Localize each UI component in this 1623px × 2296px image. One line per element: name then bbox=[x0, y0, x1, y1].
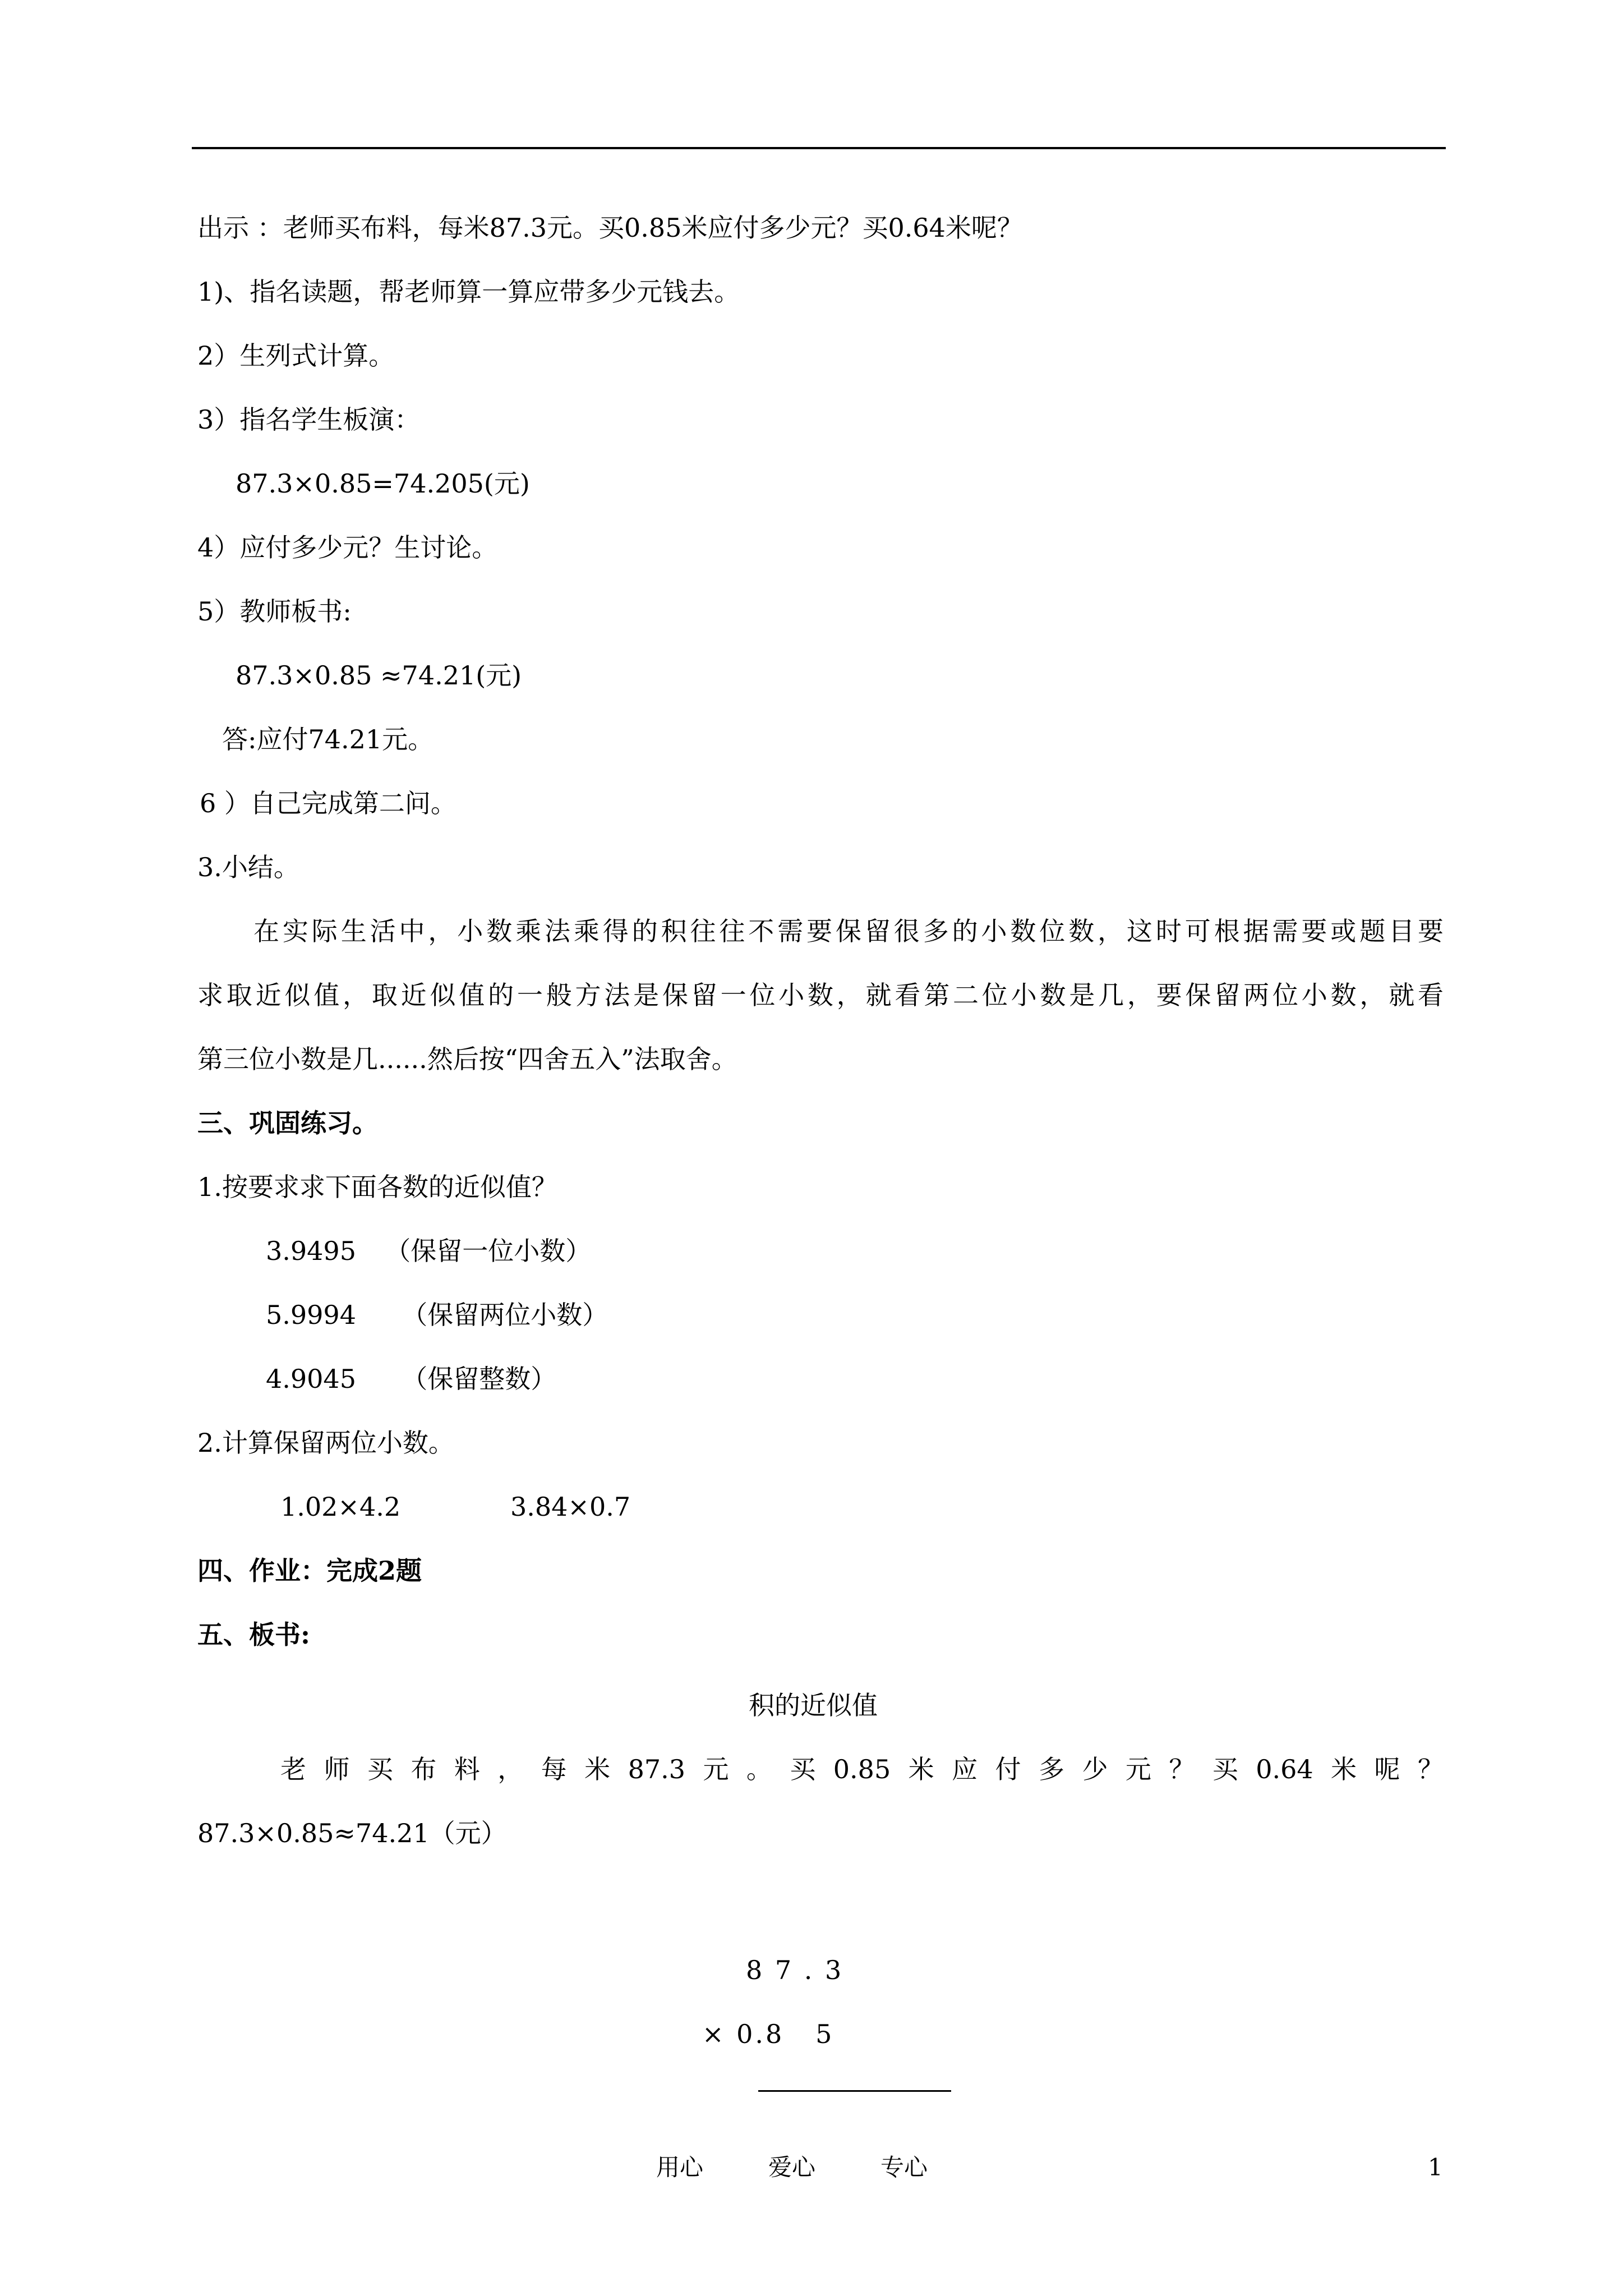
practice-calc-a: 1.02×4.2 bbox=[280, 1492, 401, 1522]
practice-heading: 三、巩固练习。 bbox=[197, 1108, 378, 1138]
page-number: 1 bbox=[1428, 2154, 1443, 2181]
step-6: 6 ）自己完成第二问。 bbox=[200, 788, 457, 818]
vertical-calc-multiplicand: 8 7 . 3 bbox=[746, 1955, 844, 1985]
problem-statement: 出示 ：老师买布料，每米87.3元。买0.85米应付多少元？买0.64米呢？ bbox=[197, 213, 1023, 243]
practice-item-1 bbox=[266, 1234, 591, 1268]
board-title: 积的近似值 bbox=[749, 1690, 878, 1720]
practice-item-number: 3.9495 bbox=[266, 1236, 356, 1266]
footer-word-3: 专心 bbox=[880, 2154, 928, 2181]
footer-word-1: 用心 bbox=[656, 2154, 704, 2181]
practice-question-2: 2.计算保留两位小数。 bbox=[197, 1428, 454, 1458]
practice-item-3 bbox=[266, 1362, 556, 1396]
practice-question-1: 1.按要求求下面各数的近似值？ bbox=[197, 1172, 557, 1202]
header-rule bbox=[192, 147, 1446, 149]
step-3: 3）指名学生板演： bbox=[197, 404, 421, 435]
approx-calculation: 87.3×0.85 ≈74.21(元) bbox=[236, 660, 522, 691]
step-5: 5）教师板书: bbox=[197, 596, 352, 627]
summary-line-1: 在实际生活中，小数乘法乘得的积往往不需要保留很多的小数位数，这时可根据需要或题目要 bbox=[253, 916, 1444, 946]
answer-line: 答:应付74.21元。 bbox=[222, 724, 434, 754]
practice-item-note: （保留一位小数） bbox=[385, 1236, 592, 1266]
summary-heading: 3.小结。 bbox=[197, 852, 299, 882]
practice-item-number: 4.9045 bbox=[266, 1364, 356, 1394]
vertical-calc-multiplier: × 0.8 5 bbox=[702, 2019, 834, 2049]
board-result-line: 87.3×0.85≈74.21（元） bbox=[197, 1818, 507, 1848]
step-2: 2）生列式计算。 bbox=[197, 341, 395, 371]
board-calculation: 87.3×0.85=74.205(元) bbox=[236, 468, 530, 499]
vertical-calc-rule bbox=[758, 2090, 951, 2092]
homework-heading: 四、作业：完成2题 bbox=[197, 1556, 422, 1586]
practice-item-note: （保留两位小数） bbox=[402, 1300, 608, 1330]
practice-item-2 bbox=[266, 1298, 608, 1332]
footer-word-2: 爱心 bbox=[768, 2154, 816, 2181]
summary-line-3: 第三位小数是几......然后按“四舍五入”法取舍。 bbox=[197, 1044, 737, 1074]
board-problem-line: 老师买布料，每米87.3元。买0.85米应付多少元？买0.64米呢？ bbox=[280, 1754, 1444, 1784]
practice-item-number: 5.9994 bbox=[266, 1300, 356, 1330]
step-4: 4）应付多少元？生讨论。 bbox=[197, 532, 498, 563]
summary-line-2: 求取近似值，取近似值的一般方法是保留一位小数，就看第二位小数是几，要保留两位小数，就看 bbox=[197, 980, 1444, 1010]
practice-calc-b: 3.84×0.7 bbox=[510, 1492, 631, 1522]
practice-item-note: （保留整数） bbox=[402, 1364, 557, 1394]
board-heading: 五、板书: bbox=[197, 1619, 310, 1650]
step-1: 1)、指名读题，帮老师算一算应带多少元钱去。 bbox=[197, 277, 740, 307]
